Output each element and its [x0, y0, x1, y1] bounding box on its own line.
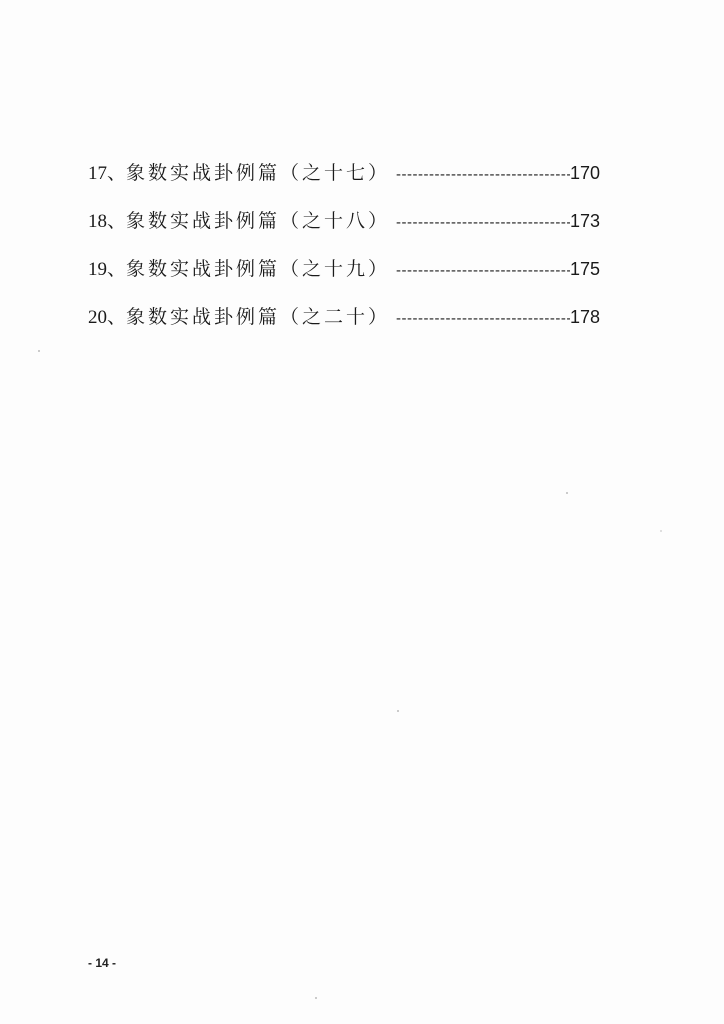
- toc-entry-number: 20、: [88, 307, 127, 328]
- toc-entry-number: 18、: [88, 211, 127, 232]
- toc-entry-page: 170: [569, 163, 600, 183]
- toc-entry-18: [88, 206, 600, 254]
- toc-entry-page: 175: [569, 259, 600, 279]
- toc-entry-title: 象数实战卦例篇（之十七）: [126, 162, 391, 184]
- toc-entry-title: 象数实战卦例篇（之十八）: [126, 210, 391, 232]
- toc-entry-title: 象数实战卦例篇（之二十）: [126, 306, 391, 328]
- toc-entry-17: [88, 158, 600, 206]
- scan-speck: [397, 710, 399, 712]
- toc-dot-leader: [396, 256, 570, 286]
- toc-entry-number: 17、: [88, 163, 127, 184]
- toc-entry-page: 178: [569, 307, 600, 327]
- toc-entry-number: 19、: [88, 259, 127, 280]
- footer-page-number: - 14 -: [88, 956, 117, 970]
- toc-entry-title: 象数实战卦例篇（之十九）: [126, 258, 391, 280]
- table-of-contents: [88, 158, 600, 350]
- scan-speck: [315, 997, 317, 999]
- scan-speck: [660, 530, 662, 532]
- toc-entry-19: [88, 254, 600, 302]
- scan-speck: [38, 350, 40, 352]
- toc-dot-leader: [396, 304, 570, 334]
- scan-speck: [566, 492, 568, 494]
- toc-dot-leader: [396, 160, 570, 190]
- toc-dot-leader: [396, 208, 570, 238]
- toc-entry-page: 173: [569, 211, 600, 231]
- toc-entry-20: [88, 302, 600, 350]
